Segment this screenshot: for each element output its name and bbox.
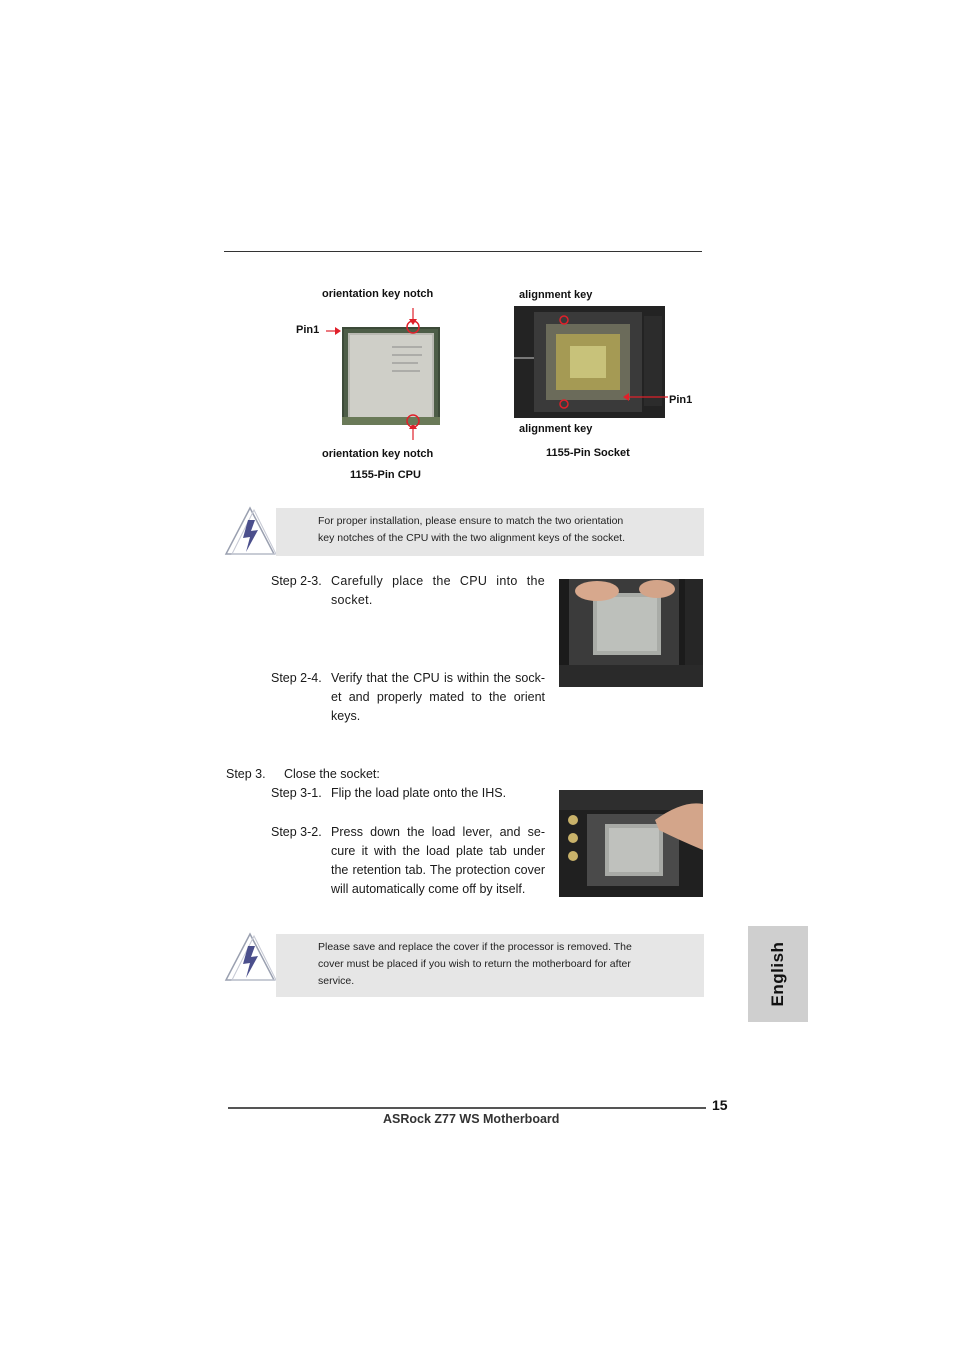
step-3-2: Step 3-2. Press down the load lever, and se-cure it with the load plate tab under the retention tab. The protection cover will automatically come off by itself.: [271, 825, 545, 896]
step-2-3: Step 2-3. Carefully place the CPU into the socket.: [271, 574, 545, 607]
language-tab-label: English: [768, 941, 787, 1007]
step-3-1: Step 3-1. Flip the load plate onto the IHS.: [271, 786, 507, 800]
footer-title: ASRock Z77 WS Motherboard: [383, 1112, 560, 1126]
cpu-placement-photo: [559, 579, 703, 687]
socket-key-bottom-label: alignment key: [519, 423, 593, 435]
cpu-notch-bottom-label: orientation key notch: [322, 448, 434, 460]
cpu-caption: 1155-Pin CPU: [350, 469, 421, 481]
socket-pin1-arrow: [620, 390, 670, 404]
socket-caption: 1155-Pin Socket: [546, 447, 630, 459]
socket-pin1-label: Pin1: [669, 394, 693, 406]
load-plate-photo: [559, 790, 703, 897]
footer-rule: [228, 1107, 706, 1109]
cpu-pin1-label: Pin1: [296, 324, 320, 336]
header-rule: [224, 251, 702, 252]
language-tab: [748, 926, 808, 1022]
step-3: Step 3. Close the socket:: [226, 767, 380, 781]
caution-icon: [224, 932, 278, 982]
step-2-4: Step 2-4. Verify that the CPU is within the sock-et and properly mated to the orient keys.: [271, 671, 545, 723]
cpu-photo: [342, 327, 440, 425]
cpu-notch-top-label: orientation key notch: [322, 288, 434, 300]
caution-icon: [224, 506, 278, 556]
socket-key-top-label: alignment key: [519, 289, 593, 301]
cpu-notch-markers: [404, 315, 424, 435]
note-text-1: For proper installation, please ensure to match the two orientation key notches of the CPU with the two alignment keys of the socket.: [318, 515, 625, 544]
note-text-2: Please save and replace the cover if the processor is removed. The cover must be placed if you wish to return the motherboard for after service.: [318, 941, 632, 987]
page-number: 15: [712, 1097, 728, 1113]
